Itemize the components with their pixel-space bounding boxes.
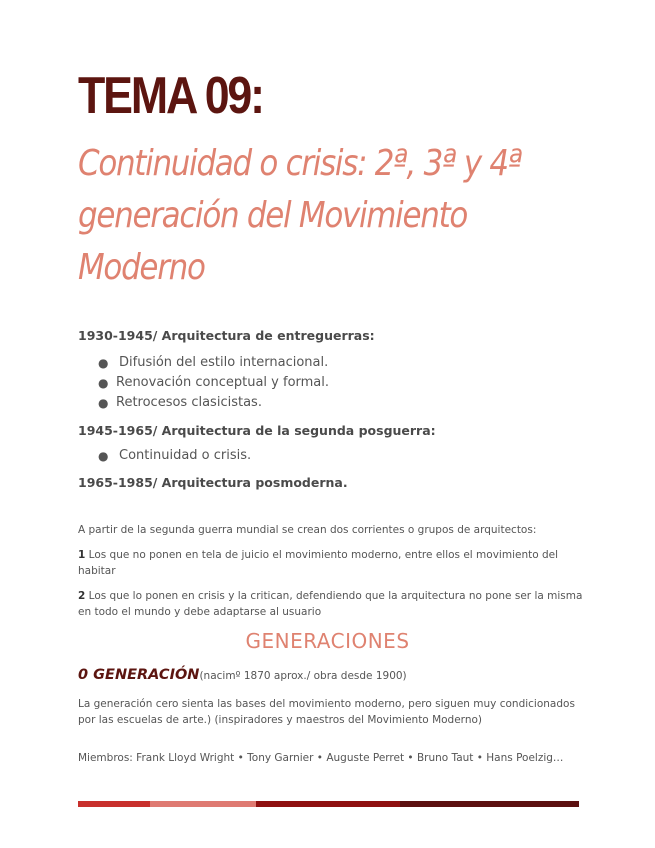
period-heading: 1930-1945/ Arquitectura de entreguerras: xyxy=(78,328,375,343)
generations-heading: GENERACIONES xyxy=(245,629,410,653)
group-paragraph xyxy=(78,588,583,620)
generation-0-members: Miembros: Frank Lloyd Wright • Tony Garnier • Auguste Perret • Bruno Taut • Hans Poelzig… xyxy=(78,752,564,764)
generation-0-title: 0 GENERACIÓN xyxy=(78,667,200,683)
group-number: 2 xyxy=(78,590,86,602)
period-bullet-list xyxy=(98,353,329,413)
generation-0-description: La generación cero sienta las bases del movimiento moderno, pero siguen muy condicionados por las escuelas de arte.) (inspiradores y maestros del Movimiento Moderno) xyxy=(78,698,575,726)
subtitle-line: Continuidad o crisis: 2ª, 3ª y 4ª xyxy=(78,143,522,184)
period-heading: 1965-1985/ Arquitectura posmoderna. xyxy=(78,475,348,490)
footer-bar-segment xyxy=(400,801,579,807)
generation-0-heading xyxy=(78,664,407,683)
bullet-icon: ● xyxy=(98,376,109,390)
page-title: TEMA 09: xyxy=(78,67,263,125)
period-bullet-list xyxy=(98,446,251,466)
bullet-icon: ● xyxy=(98,396,109,410)
group-text: Los que lo ponen en crisis y la critican, defendiendo que la arquitectura no pone ser la misma en todo el mundo y debe adaptarse al usuario xyxy=(78,590,583,618)
intro-text: A partir de la segunda guerra mundial se crean dos corrientes o grupos de arquitectos: xyxy=(78,524,537,536)
group-paragraph xyxy=(78,547,583,579)
bullet-icon: ● xyxy=(98,356,109,370)
footer-bar-segment xyxy=(256,801,400,807)
subtitle-line: generación del Movimiento xyxy=(78,195,468,236)
page-subtitle xyxy=(78,138,618,294)
list-item: ● Continuidad o crisis. xyxy=(98,446,251,466)
group-number: 1 xyxy=(78,549,86,561)
list-item: ● Renovación conceptual y formal. xyxy=(98,373,329,393)
period-heading: 1945-1965/ Arquitectura de la segunda posguerra: xyxy=(78,423,436,438)
generation-0-note: (nacimº 1870 aprox./ obra desde 1900) xyxy=(199,670,407,682)
list-item: ● Retrocesos clasicistas. xyxy=(98,393,329,413)
group-text: Los que no ponen en tela de juicio el movimiento moderno, entre ellos el movimiento del habitar xyxy=(78,549,559,577)
list-item: ● Difusión del estilo internacional. xyxy=(98,353,329,373)
subtitle-line: Moderno xyxy=(78,247,205,288)
footer-bar-segment xyxy=(78,801,150,807)
bullet-icon: ● xyxy=(98,449,109,463)
footer-bar-segment xyxy=(150,801,256,807)
